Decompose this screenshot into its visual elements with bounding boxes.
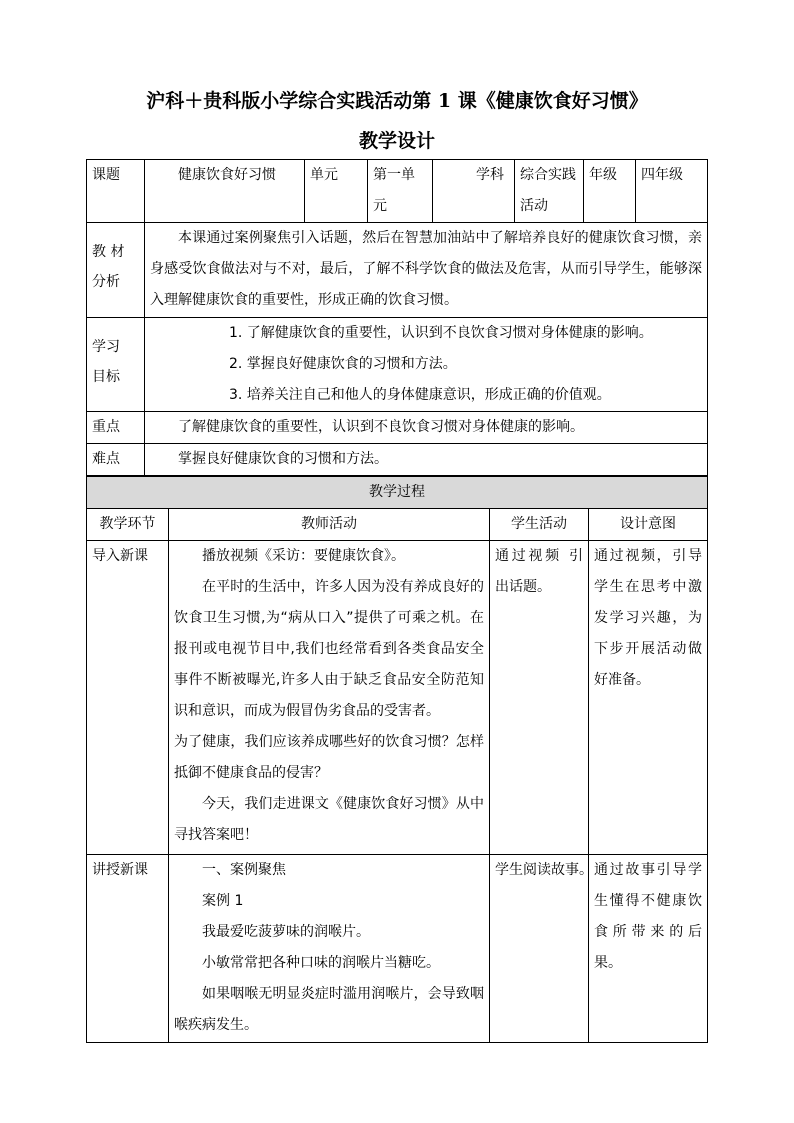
objectives-list (145, 318, 708, 412)
document-subtitle: 教学设计 (358, 130, 435, 152)
objective-item: 1. 了解健康饮食的重要性，认识到不良饮食习惯对身体健康的影响。 (229, 325, 653, 341)
analysis-label: 教 材 分析 (87, 223, 145, 318)
table-row (87, 541, 708, 855)
column-header: 学生活动 (490, 509, 589, 541)
grade-value: 四年级 (636, 160, 708, 223)
analysis-row (87, 223, 708, 318)
info-table (86, 159, 708, 476)
column-header: 设计意图 (589, 509, 708, 541)
key-point-text: 了解健康饮食的重要性，认识到不良饮食习惯对身体健康的影响。 (145, 412, 708, 444)
objective-item: 3. 培养关注自己和他人的身体健康意识，形成正确的价值观。 (229, 387, 611, 403)
process-header: 教学过程 (87, 477, 708, 509)
objective-item: 2. 掌握良好健康饮食的习惯和方法。 (229, 356, 457, 372)
column-header: 教学环节 (87, 509, 169, 541)
design-intent: 通过视频，引导学生在思考中激发学习兴趣，为下步开展活动做好准备。 (589, 541, 708, 855)
student-activity: 学生阅读故事。 (490, 855, 589, 1043)
subject-label: 学科 (433, 160, 515, 223)
topic-label: 课题 (87, 160, 145, 223)
grade-label: 年级 (584, 160, 636, 223)
teacher-activity: 播放视频《采访：要健康饮食》。 在平时的生活中，许多人因为没有养成良好的饮食卫生习惯,为“病从口入”提供了可乘之机。在报刊或电视节目中,我们也经常看到各类食品安全事件不断被曝光,许多人由于缺乏食品安全防范知识和意识，而成为假冒伪劣食品的受害者。 为了健康，我们应该养成哪些好的饮食习惯？怎样抵御不健康食品的侵害？ 今天，我们走进课文《健康饮食好习惯》从中寻找答案吧！ (169, 541, 490, 855)
design-intent: 通过故事引导学生懂得不健康饮食所带来的后果。 (589, 855, 708, 1043)
objectives-row (87, 318, 708, 412)
objectives-label: 学习 目标 (87, 318, 145, 412)
analysis-text: 本课通过案例聚焦引入话题，然后在智慧加油站中了解培养良好的健康饮食习惯，亲身感受饮食做法对与不对，最后，了解不科学饮食的做法及危害，从而引导学生，能够深入理解健康饮食的重要性，形成正确的饮食习惯。 (145, 223, 708, 318)
student-activity: 通过视频 引出话题。 (490, 541, 589, 855)
subject-value: 综合实践活动 (515, 160, 584, 223)
process-table (86, 476, 708, 1043)
key-point-row (87, 412, 708, 444)
key-point-label: 重点 (87, 412, 145, 444)
teacher-activity: 一、案例聚焦 案例 1 我最爱吃菠萝味的润喉片。 小敏常常把各种口味的润喉片当糖吃。 如果咽喉无明显炎症时滥用润喉片，会导致咽喉疾病发生。 (169, 855, 490, 1043)
unit-value: 第一单元 (368, 160, 433, 223)
unit-label: 单元 (305, 160, 368, 223)
process-column-headers (87, 509, 708, 541)
stage-cell: 导入新课 (87, 541, 169, 855)
difficulty-text: 掌握良好健康饮食的习惯和方法。 (145, 444, 708, 476)
document-title: 沪科＋贵科版小学综合实践活动第 1 课《健康饮食好习惯》 (146, 90, 648, 112)
info-row (87, 160, 708, 223)
difficulty-row (87, 444, 708, 476)
column-header: 教师活动 (169, 509, 490, 541)
table-row (87, 855, 708, 1043)
stage-cell: 讲授新课 (87, 855, 169, 1043)
topic-value: 健康饮食好习惯 (145, 160, 305, 223)
difficulty-label: 难点 (87, 444, 145, 476)
